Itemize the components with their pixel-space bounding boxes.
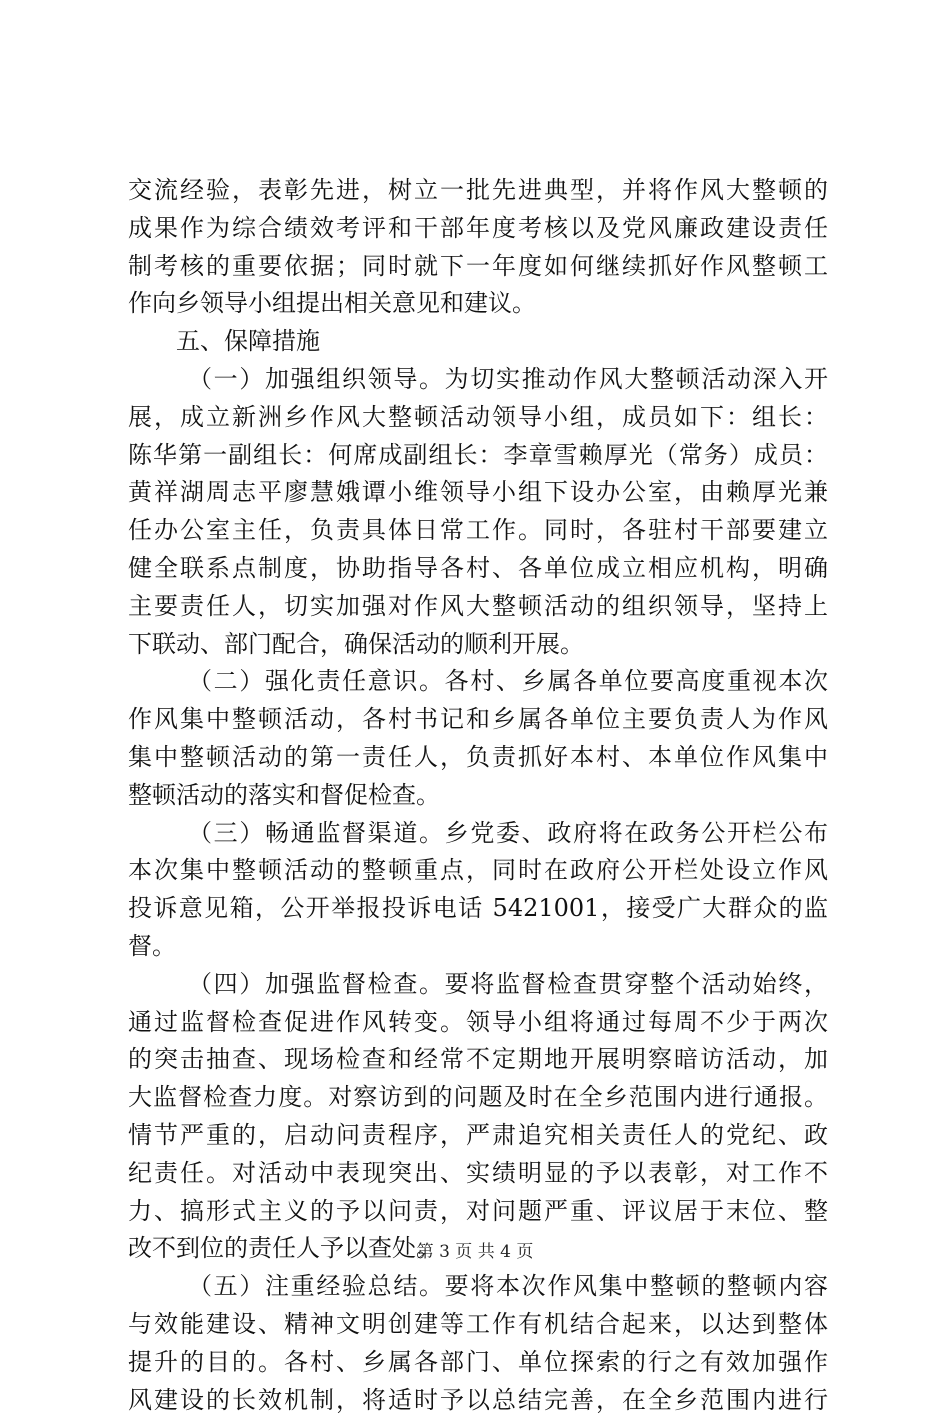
text-line: 展，成立新洲乡作风大整顿活动领导小组，成员如下：组长： bbox=[128, 399, 828, 437]
paragraph-first-line: （一）加强组织领导。为切实推动作风大整顿活动深入开 bbox=[128, 361, 828, 399]
text-line: 作向乡领导小组提出相关意见和建议。 bbox=[128, 285, 828, 323]
text-line: 本次集中整顿活动的整顿重点，同时在政府公开栏处设立作风 bbox=[128, 852, 828, 890]
text-line: 作风集中整顿活动，各村书记和乡属各单位主要负责人为作风 bbox=[128, 701, 828, 739]
text-line: 改不到位的责任人予以查处。 bbox=[128, 1230, 828, 1268]
text-line: 成果作为综合绩效考评和干部年度考核以及党风廉政建设责任 bbox=[128, 210, 828, 248]
text-line: 主要责任人，切实加强对作风大整顿活动的组织领导，坚持上 bbox=[128, 588, 828, 626]
text-line: 风建设的长效机制，将适时予以总结完善，在全乡范围内进行 bbox=[128, 1382, 828, 1419]
text-line: 纪责任。对活动中表现突出、实绩明显的予以表彰，对工作不 bbox=[128, 1155, 828, 1193]
text-line: 健全联系点制度，协助指导各村、各单位成立相应机构，明确 bbox=[128, 550, 828, 588]
text-line: 情节严重的，启动问责程序，严肃追究相关责任人的党纪、政 bbox=[128, 1117, 828, 1155]
text-line: 陈华第一副组长：何席成副组长：李章雪赖厚光（常务）成员： bbox=[128, 437, 828, 475]
text-line: 督。 bbox=[128, 928, 828, 966]
text-line: 的突击抽查、现场检查和经常不定期地开展明察暗访活动，加 bbox=[128, 1041, 828, 1079]
text-line: 交流经验，表彰先进，树立一批先进典型，并将作风大整顿的 bbox=[128, 172, 828, 210]
text-line: 整顿活动的落实和督促检查。 bbox=[128, 777, 828, 815]
document-body bbox=[128, 172, 828, 1419]
paragraph-first-line: （四）加强监督检查。要将监督检查贯穿整个活动始终， bbox=[128, 966, 828, 1004]
text-line: 提升的目的。各村、乡属各部门、单位探索的行之有效加强作 bbox=[128, 1344, 828, 1382]
text-line: 大监督检查力度。对察访到的问题及时在全乡范围内进行通报。 bbox=[128, 1079, 828, 1117]
text-line: 黄祥湖周志平廖慧娥谭小维领导小组下设办公室，由赖厚光兼 bbox=[128, 474, 828, 512]
page-number-footer: 第 3 页 共 4 页 bbox=[0, 1240, 950, 1264]
text-line: 集中整顿活动的第一责任人，负责抓好本村、本单位作风集中 bbox=[128, 739, 828, 777]
text-line: 与效能建设、精神文明创建等工作有机结合起来，以达到整体 bbox=[128, 1306, 828, 1344]
text-line: 投诉意见箱，公开举报投诉电话 5421001，接受广大群众的监 bbox=[128, 890, 828, 928]
text-line: 下联动、部门配合，确保活动的顺利开展。 bbox=[128, 626, 828, 664]
paragraph-first-line: （二）强化责任意识。各村、乡属各单位要高度重视本次 bbox=[128, 663, 828, 701]
paragraph-first-line: （三）畅通监督渠道。乡党委、政府将在政务公开栏公布 bbox=[128, 815, 828, 853]
text-line: 通过监督检查促进作风转变。领导小组将通过每周不少于两次 bbox=[128, 1004, 828, 1042]
paragraph-first-line: （五）注重经验总结。要将本次作风集中整顿的整顿内容 bbox=[128, 1268, 828, 1306]
text-line: 任办公室主任，负责具体日常工作。同时，各驻村干部要建立 bbox=[128, 512, 828, 550]
text-line: 力、搞形式主义的予以问责，对问题严重、评议居于末位、整 bbox=[128, 1193, 828, 1231]
section-heading: 五、保障措施 bbox=[128, 323, 828, 361]
text-line: 制考核的重要依据；同时就下一年度如何继续抓好作风整顿工 bbox=[128, 248, 828, 286]
